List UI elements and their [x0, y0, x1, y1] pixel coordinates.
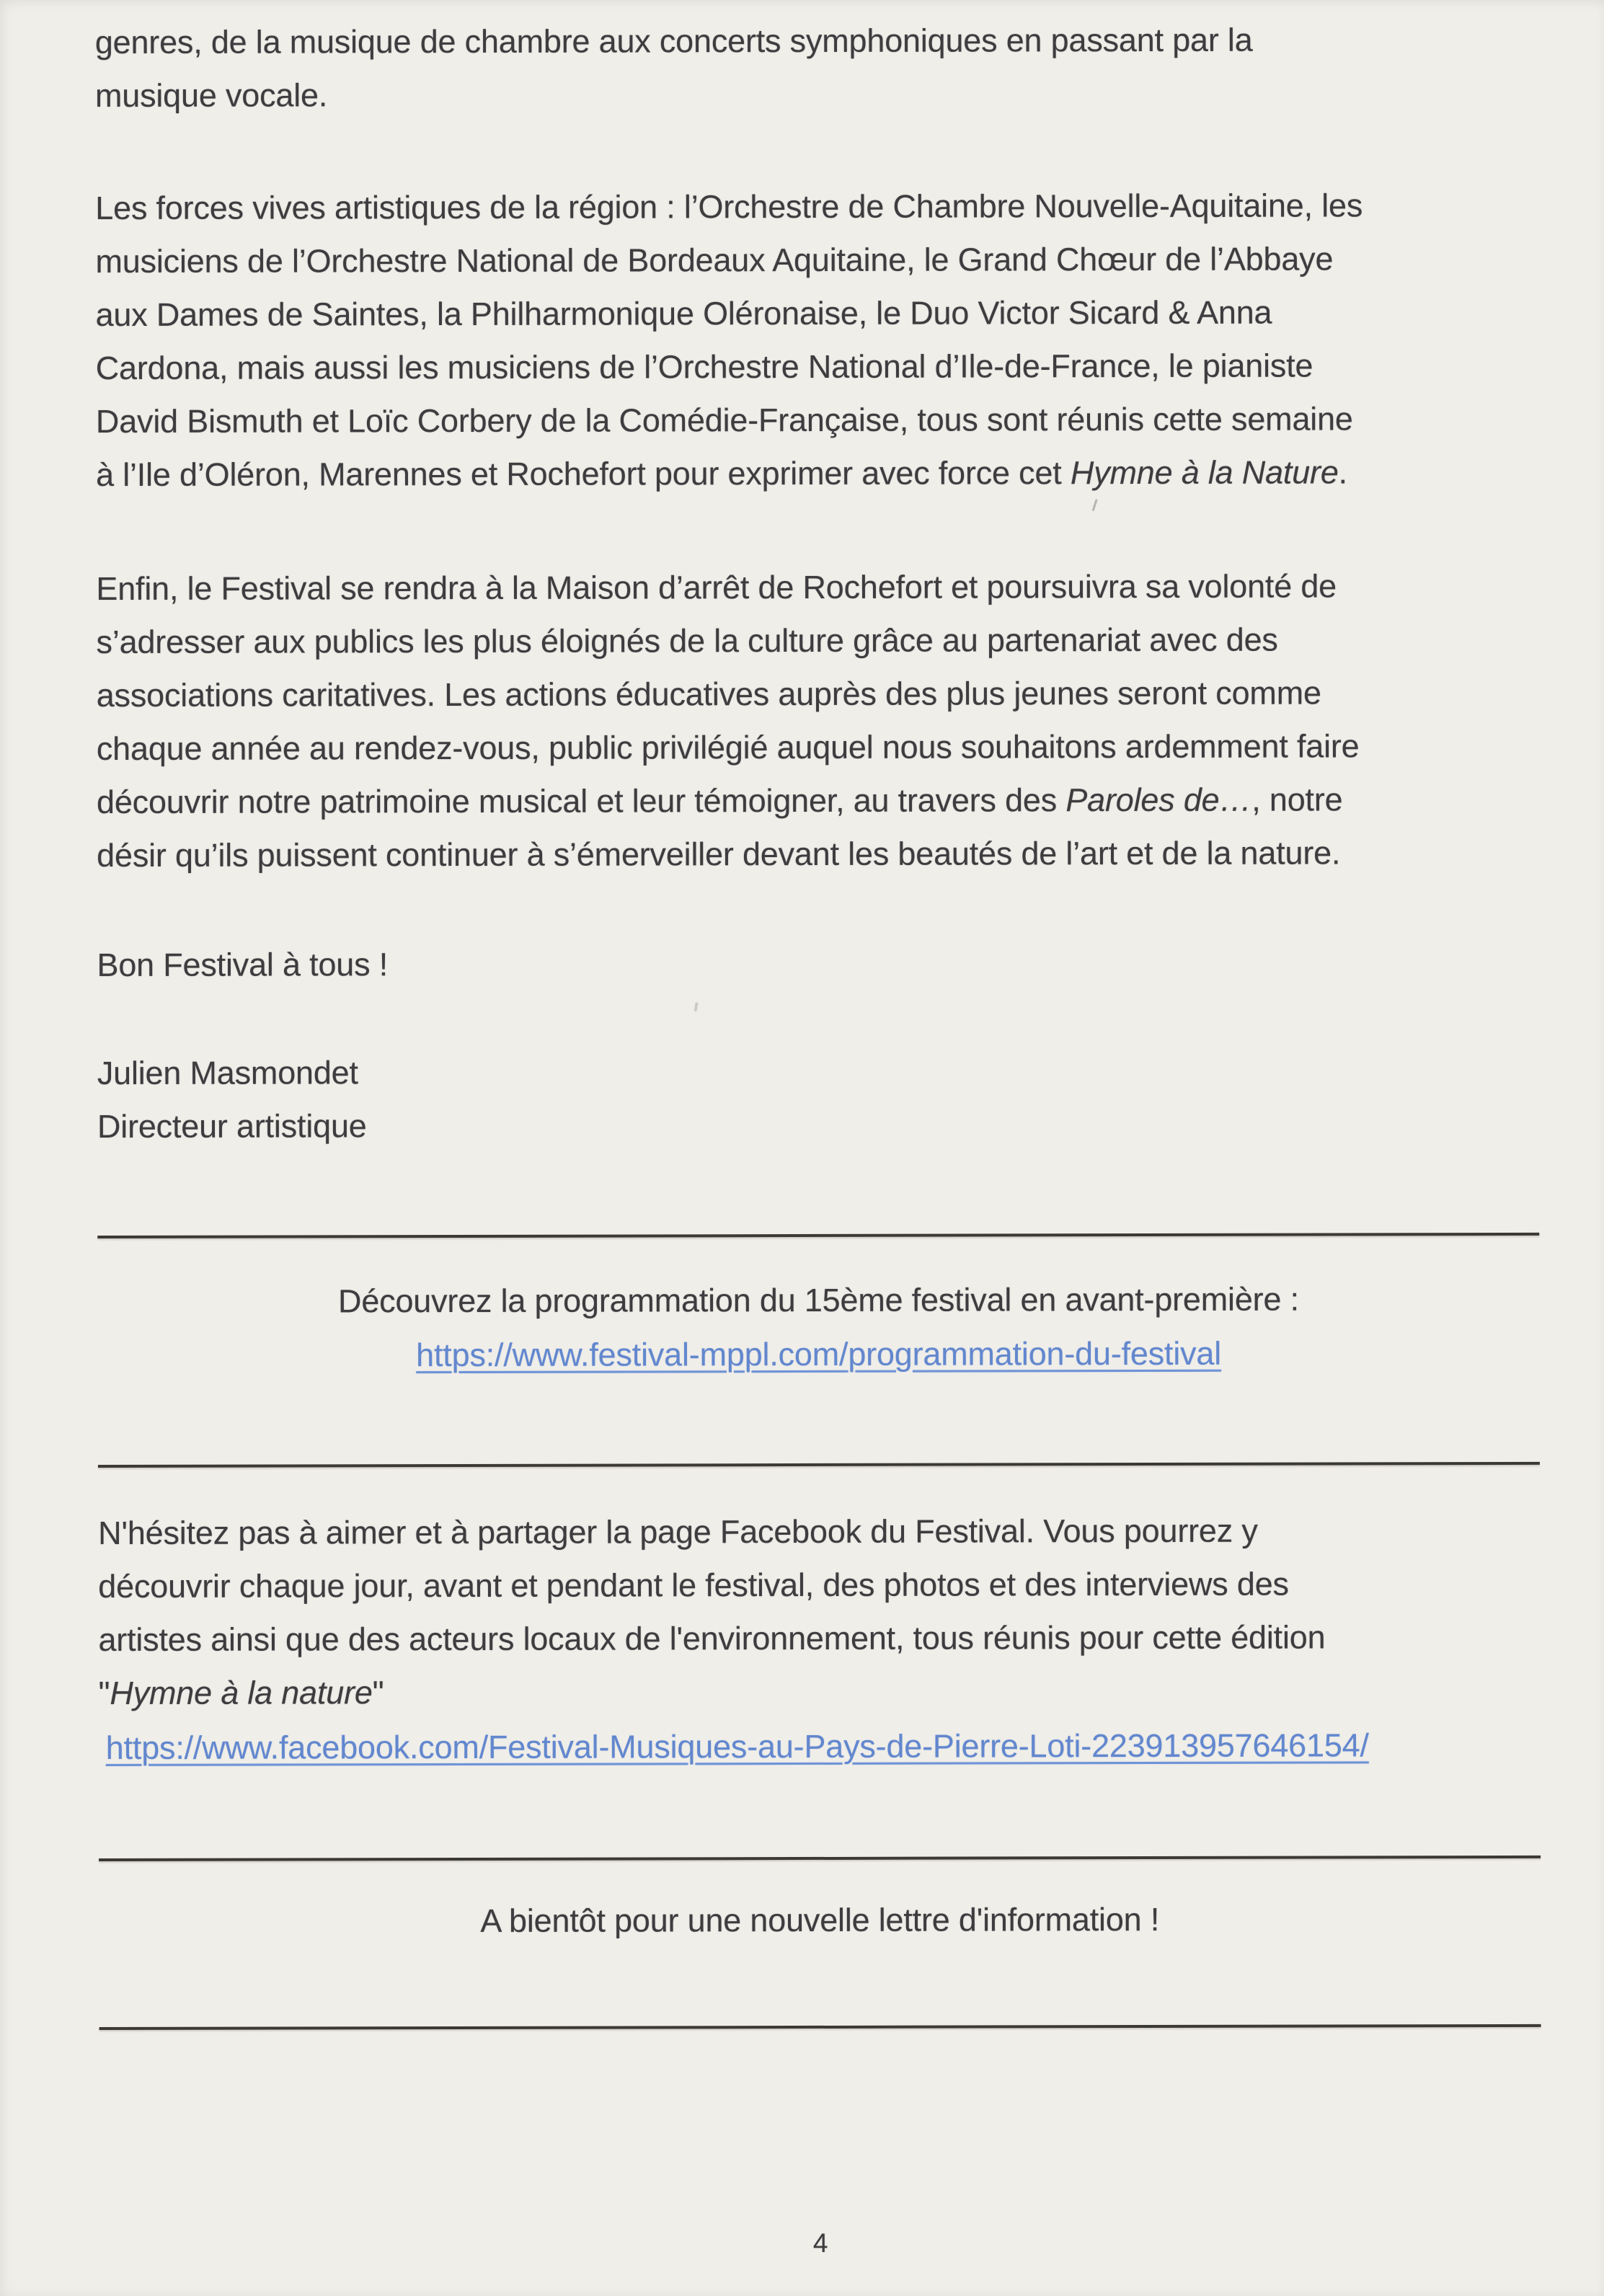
italic-run: Paroles de… [1065, 781, 1252, 819]
text-line: associations caritatives. Les actions éducatives auprès des plus jeunes seront comme [96, 674, 1321, 714]
paragraph-maison-darret [96, 559, 1538, 882]
text-line: Découvrez la programmation du 15ème festival en avant-première : [337, 1280, 1299, 1320]
divider-line [99, 1856, 1541, 1861]
programmation-heading [97, 1272, 1539, 1329]
text-line [96, 446, 1538, 502]
programmation-link[interactable]: https://www.festival-mppl.com/programmation-du-festival [416, 1334, 1222, 1374]
greeting-line [97, 936, 1538, 992]
text-line: artistes ainsi que des acteurs locaux de l'environnement, tous réunis pour cette édition [98, 1618, 1326, 1659]
text-line: Les forces vives artistiques de la région : l’Orchestre de Chambre Nouvelle-Aquitaine, les [95, 187, 1363, 227]
text-line: chaque année au rendez-vous, public privilégié auquel nous souhaitons ardemment faire [96, 727, 1360, 768]
facebook-link[interactable]: https://www.facebook.com/Festival-Musiques-au-Pays-de-Pierre-Loti-223913957646154/ [105, 1727, 1369, 1767]
page-number [99, 2215, 1541, 2271]
scan-artifact [694, 1002, 699, 1011]
text-line: Enfin, le Festival se rendra à la Maison d’arrêt de Rochefort et poursuivra sa volonté de [96, 567, 1337, 608]
paragraph-forces-vives [95, 179, 1538, 502]
text-run: " [98, 1675, 110, 1712]
text-line: désir qu’ils puissent continuer à s’émerveiller devant les beautés de l’art et de la nature. [97, 834, 1341, 874]
signature-name: Julien Masmondet [97, 1054, 358, 1092]
text-line [97, 773, 1538, 829]
divider-line [99, 2024, 1541, 2030]
text-line: musique vocale. [94, 76, 328, 115]
text-run: à l’Ile d’Oléron, Marennes et Rochefort pour exprimer avec force cet [95, 454, 1071, 494]
signature-title: Directeur artistique [97, 1107, 367, 1145]
text-line: s’adresser aux publics les plus éloignés de la culture grâce au partenariat avec des [96, 621, 1278, 661]
text-run: , notre [1251, 781, 1343, 818]
signature-block [97, 1044, 1539, 1153]
text-line: Bon Festival à tous ! [97, 946, 389, 984]
italic-run: Hymne à la nature [110, 1674, 373, 1712]
scan-artifact [1092, 499, 1098, 511]
divider-line [98, 1462, 1540, 1468]
text-line: N'hésitez pas à aimer et à partager la page Facebook du Festival. Vous pourrez y [98, 1512, 1258, 1552]
text-run: " [372, 1674, 384, 1711]
programmation-link-line [98, 1326, 1540, 1383]
text-run: découvrir notre patrimoine musical et leur témoigner, au travers des [96, 781, 1066, 821]
page-number-text: 4 [812, 2228, 828, 2258]
edition-title-line [99, 1664, 1541, 1720]
italic-run: Hymne à la Nature [1070, 453, 1339, 492]
text-line: genres, de la musique de chambre aux concerts symphoniques en passant par la [94, 21, 1253, 61]
text-line: A bientôt pour une nouvelle lettre d'information ! [480, 1900, 1160, 1939]
closing-line [99, 1892, 1541, 1949]
text-line: découvrir chaque jour, avant et pendant le festival, des photos et des interviews des [98, 1565, 1289, 1605]
divider-line [97, 1233, 1539, 1238]
facebook-link-line [106, 1719, 1548, 1775]
text-line: musiciens de l’Orchestre National de Bordeaux Aquitaine, le Grand Chœur de l’Abbaye [95, 240, 1334, 280]
text-line: aux Dames de Saintes, la Philharmonique Oléronaise, le Duo Victor Sicard & Anna [95, 293, 1272, 334]
paragraph-genres [95, 13, 1537, 123]
text-line: Cardona, mais aussi les musiciens de l’Orchestre National d’Ile-de-France, le pianiste [95, 347, 1313, 387]
paragraph-facebook [98, 1504, 1541, 1720]
text-run: . [1338, 453, 1347, 491]
text-line: David Bismuth et Loïc Corbery de la Comédie-Française, tous sont réunis cette semaine [95, 400, 1353, 440]
